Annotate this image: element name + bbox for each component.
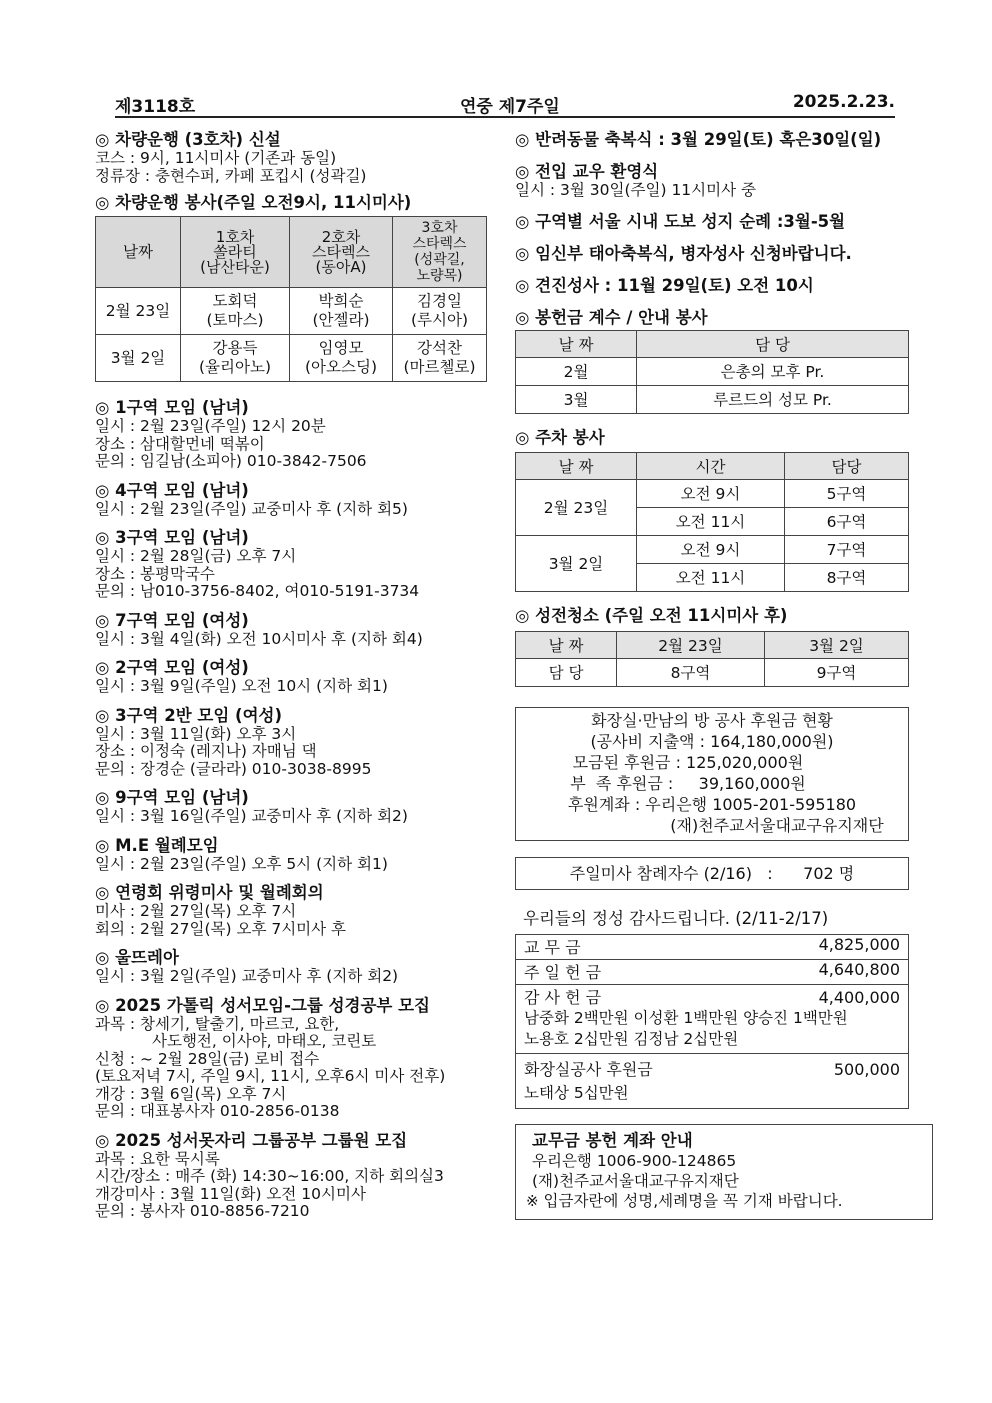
donor-line: 남중화 2백만원 이성환 1백만원 양승진 1백만원 <box>524 1008 848 1027</box>
table-cell: 오전 9시 <box>637 479 785 507</box>
thanks-title: 우리들의 정성 감사드립니다. (2/11-2/17) <box>523 908 829 928</box>
table-cell: 담 당 <box>516 658 617 686</box>
announcement-section <box>95 398 490 471</box>
thanks-amount: 4,640,800 <box>818 960 900 979</box>
parking-service <box>515 428 913 592</box>
thanks-label: 교 무 금 <box>524 938 581 957</box>
table-header: 시간 <box>637 452 785 479</box>
section-title: ◎ 7구역 모임 (여성) <box>95 610 249 630</box>
section-line: 회의 : 2월 27일(목) 오후 7시미사 후 <box>95 919 347 938</box>
announcement-section <box>95 996 490 1121</box>
thanks-label: 화장실공사 후원금 <box>524 1059 653 1079</box>
section-line: 신청 : ~ 2월 28일(금) 로비 접수 <box>95 1049 320 1068</box>
table-cell: 오전 11시 <box>637 507 785 535</box>
notice-section <box>515 212 913 232</box>
donor-line: 노용호 2십만원 김정남 2십만원 <box>524 1029 739 1048</box>
table-row <box>516 479 909 507</box>
table-cell: 김경일 (루시아) <box>393 288 487 335</box>
table-cell: 8구역 <box>617 658 765 686</box>
thanks-label: 감 사 헌 금 <box>524 987 602 1007</box>
section-line: 미사 : 2월 27일(목) 오후 7시 <box>95 902 297 920</box>
announcement-section <box>95 1131 490 1221</box>
liturgical-week: 연중 제7주일 <box>460 97 560 117</box>
announcement-section <box>95 481 490 519</box>
table-cell: 6구역 <box>785 507 909 535</box>
section-line: 일시 : 3월 30일(주일) 11시미사 중 <box>515 181 756 199</box>
table-header: 날짜 <box>96 217 181 288</box>
announcement-section <box>95 948 490 986</box>
section-line: 코스 : 9시, 11시미사 (기존과 동일) <box>95 149 337 167</box>
table-row <box>516 1053 909 1108</box>
offering-table <box>515 330 909 414</box>
thanks-label: 주 일 헌 금 <box>524 963 602 982</box>
table-header: 2월 23일 <box>617 631 765 658</box>
table-cell: 강석찬 (마르첼로) <box>393 335 487 382</box>
table-header: 2호차 스타렉스 (동아A) <box>290 217 393 288</box>
section-line: (토요저녁 7시, 주일 9시, 11시, 오후6시 미사 전후) <box>95 1067 446 1085</box>
table-cell: 3월 2일 <box>516 535 637 591</box>
fund-line: 후원계좌 : 우리은행 1005-201-595180 <box>567 794 857 814</box>
section-line: 장소 : 봉평막국수 <box>95 564 215 583</box>
table-cell: 2월 23일 <box>96 288 181 335</box>
section-title: ◎ 4구역 모임 (남녀) <box>95 480 249 500</box>
section-title: ◎ 울뜨레아 <box>95 948 179 967</box>
section-line: 과목 : 창세기, 탈출기, 마르코, 요한, <box>95 1014 340 1033</box>
table-cell: 도회덕 (토마스) <box>181 288 290 335</box>
table-cell: 임영모 (아오스딩) <box>290 335 393 382</box>
announcement-section <box>95 788 490 826</box>
section-line: 과목 : 요한 묵시록 <box>95 1149 220 1168</box>
table-cell: 은총의 모후 Pr. <box>637 357 909 385</box>
section-line: 장소 : 이정숙 (레지나) 자매님 댁 <box>95 742 317 760</box>
section-line: 일시 : 2월 28일(금) 오후 7시 <box>95 547 297 565</box>
table-header: 담당 <box>785 452 909 479</box>
thanks-amount: 500,000 <box>833 1059 900 1079</box>
section-title: ◎ 전입 교우 환영식 <box>515 162 659 181</box>
section-title: ◎ 성전청소 (주일 오전 11시미사 후) <box>515 605 788 625</box>
table-header: 3호차 스타렉스 (성곽길, 노량목) <box>393 217 487 288</box>
table-row <box>96 288 487 335</box>
table-cell: 루르드의 성모 Pr. <box>637 385 909 413</box>
section-title: ◎ M.E 월례모임 <box>95 835 219 855</box>
construction-fund-box <box>515 707 909 841</box>
section-title: ◎ 임신부 태아축복식, 병자성사 신청바랍니다. <box>515 243 852 263</box>
issue-number: 제3118호 <box>115 97 196 117</box>
bulletin-header <box>115 92 895 118</box>
shuttle-notice <box>95 130 490 185</box>
table-row <box>516 959 909 984</box>
table-row <box>516 934 909 959</box>
announcement-section <box>95 528 490 601</box>
section-line: 일시 : 2월 23일(주일) 교중미사 후 (지하 회5) <box>95 499 408 518</box>
table-row <box>516 357 909 385</box>
table-header: 날 짜 <box>516 452 637 479</box>
section-title: ◎ 연령회 위령미사 및 월례회의 <box>95 883 324 902</box>
account-info-box <box>515 1124 933 1220</box>
section-title: ◎ 1구역 모임 (남녀) <box>95 398 249 417</box>
table-row <box>96 335 487 382</box>
table-header: 3월 2일 <box>765 631 909 658</box>
section-line: 일시 : 3월 4일(화) 오전 10시미사 후 (지하 회4) <box>95 629 423 648</box>
notice-section <box>515 276 913 296</box>
section-line: 사도행전, 이사야, 마태오, 코린토 <box>152 1032 377 1050</box>
section-line: 문의 : 대표봉사자 010-2856-0138 <box>95 1102 340 1120</box>
fund-line: (재)천주교서울대교구유지재단 <box>670 815 884 835</box>
fund-line: 화장실·만남의 방 공사 후원금 현황 <box>591 710 833 730</box>
account-line: 우리은행 1006-900-124865 <box>532 1151 737 1170</box>
table-cell: 3월 <box>516 385 637 413</box>
attendance-box <box>515 857 909 890</box>
section-title: ◎ 구역별 서울 시내 도보 성지 순례 :3월-5월 <box>515 211 846 231</box>
left-column <box>95 130 490 1231</box>
section-title: ◎ 차량운행 봉사(주일 오전9시, 11시미사) <box>95 193 412 212</box>
table-cell: 오전 9시 <box>637 535 785 563</box>
section-line: 정류장 : 충현수퍼, 카페 포킵시 (성곽길) <box>95 166 367 185</box>
section-title: ◎ 3구역 모임 (남녀) <box>95 528 249 547</box>
notice-section <box>515 244 913 264</box>
fund-line: 모금된 후원금 : 125,020,000원 <box>572 752 804 772</box>
section-title: ◎ 주차 봉사 <box>515 427 605 447</box>
table-cell: 9구역 <box>765 658 909 686</box>
notice-section <box>515 162 913 200</box>
section-line: 문의 : 봉사자 010-8856-7210 <box>95 1202 310 1220</box>
table-cell: 2월 <box>516 357 637 385</box>
table-cell: 3월 2일 <box>96 335 181 382</box>
shuttle-service <box>95 193 490 382</box>
section-line: 문의 : 남010-3756-8402, 여010-5191-3734 <box>95 582 420 600</box>
attendance-count: 주일미사 참례자수 (2/16) : 702 명 <box>569 863 855 883</box>
table-header: 날 짜 <box>516 330 637 357</box>
announcement-section <box>95 611 490 649</box>
section-title: ◎ 9구역 모임 (남녀) <box>95 788 249 807</box>
section-line: 개강 : 3월 6일(목) 오후 7시 <box>95 1084 287 1103</box>
section-line: 문의 : 장경순 (글라라) 010-3038-8995 <box>95 759 372 778</box>
offering-service <box>515 308 913 414</box>
section-line: 문의 : 임길남(소피아) 010-3842-7506 <box>95 452 367 470</box>
fund-line: (공사비 지출액 : 164,180,000원) <box>590 731 834 751</box>
account-title: 교무금 봉헌 계좌 안내 <box>532 1130 693 1150</box>
table-cell: 2월 23일 <box>516 479 637 535</box>
section-line: 시간/장소 : 매주 (화) 14:30~16:00, 지하 회의실3 <box>95 1167 444 1185</box>
notice-section <box>515 130 913 150</box>
section-title: ◎ 2구역 모임 (여성) <box>95 658 249 677</box>
section-line: 장소 : 삼대할먼네 떡볶이 <box>95 434 265 453</box>
table-cell: 7구역 <box>785 535 909 563</box>
table-header: 담 당 <box>637 330 909 357</box>
table-row <box>516 984 909 1053</box>
issue-date: 2025.2.23. <box>792 92 895 112</box>
cleaning-service <box>515 606 913 687</box>
section-line: 일시 : 2월 23일(주일) 오후 5시 (지하 회1) <box>95 854 388 873</box>
thanks-amount: 4,400,000 <box>818 987 900 1007</box>
section-line: 일시 : 3월 2일(주일) 교중미사 후 (지하 회2) <box>95 967 399 985</box>
account-line: (재)천주교서울대교구유지재단 <box>532 1171 739 1190</box>
section-title: ◎ 견진성사 : 11월 29일(토) 오전 10시 <box>515 275 814 295</box>
right-column <box>515 130 913 1220</box>
table-cell: 5구역 <box>785 479 909 507</box>
section-line: 개강미사 : 3월 11일(화) 오전 10시미사 <box>95 1184 366 1203</box>
section-title: ◎ 3구역 2반 모임 (여성) <box>95 705 282 725</box>
table-cell: 박희순 (안젤라) <box>290 288 393 335</box>
table-cell: 8구역 <box>785 563 909 591</box>
table-header: 1호차 쏠라티 (남산타운) <box>181 217 290 288</box>
section-title: ◎ 봉헌금 계수 / 안내 봉사 <box>515 307 708 327</box>
announcement-section <box>95 836 490 874</box>
section-title: ◎ 차량운행 (3호차) 신설 <box>95 130 281 149</box>
thanks-amount: 4,825,000 <box>818 935 900 954</box>
table-row <box>516 385 909 413</box>
section-title: ◎ 반려동물 축복식 : 3월 29일(토) 혹은30일(일) <box>515 130 882 149</box>
section-line: 일시 : 3월 11일(화) 오후 3시 <box>95 724 297 743</box>
reference-mark-icon: ※ <box>526 1191 539 1210</box>
table-row <box>516 658 909 686</box>
shuttle-table <box>95 216 487 382</box>
cleaning-table <box>515 631 909 687</box>
donor-line: 노태상 5십만원 <box>524 1083 629 1102</box>
section-line: 일시 : 2월 23일(주일) 12시 20분 <box>95 417 326 435</box>
account-line: 입금자란에 성명,세례명을 꼭 기재 바랍니다. <box>543 1191 843 1210</box>
announcement-section <box>95 883 490 938</box>
thanks-table <box>515 934 909 1109</box>
section-line: 일시 : 3월 9일(주일) 오전 10시 (지하 회1) <box>95 677 388 695</box>
table-cell: 강용득 (율리아노) <box>181 335 290 382</box>
table-row <box>516 535 909 563</box>
table-cell: 오전 11시 <box>637 563 785 591</box>
announcement-section <box>95 706 490 779</box>
fund-line: 부 족 후원금 : 39,160,000원 <box>570 773 806 793</box>
parking-table <box>515 452 909 592</box>
table-header: 날 짜 <box>516 631 617 658</box>
section-title: ◎ 2025 성서못자리 그룹공부 그룹원 모집 <box>95 1130 408 1150</box>
announcement-section <box>95 658 490 696</box>
section-line: 일시 : 3월 16일(주일) 교중미사 후 (지하 회2) <box>95 807 408 825</box>
section-title: ◎ 2025 가톨릭 성서모임-그룹 성경공부 모집 <box>95 995 430 1015</box>
